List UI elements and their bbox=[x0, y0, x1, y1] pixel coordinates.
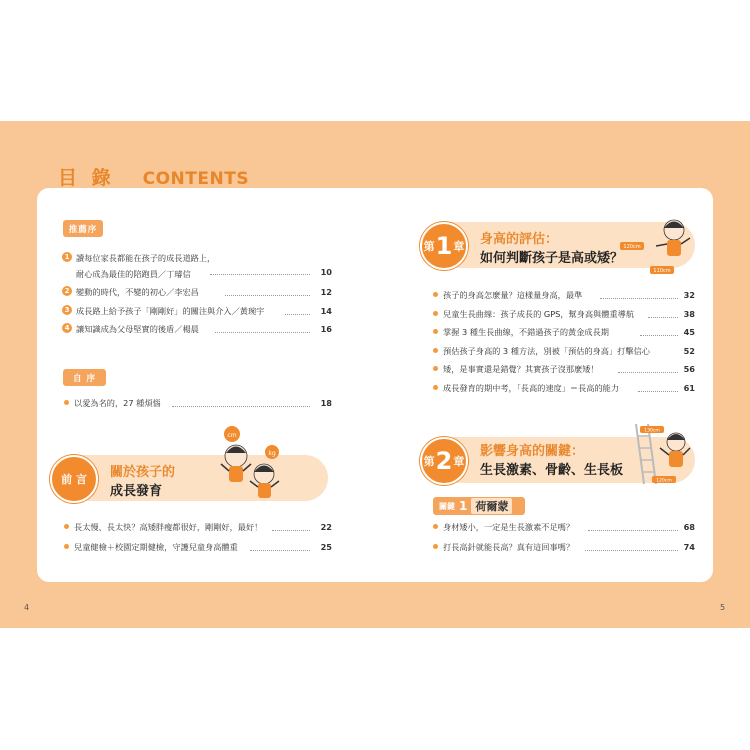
leader-dots bbox=[618, 372, 678, 373]
leader-dots bbox=[640, 335, 678, 336]
intro-item[interactable] bbox=[64, 542, 238, 553]
measuring-kid-illustration bbox=[218, 426, 333, 510]
entry-text: 成長路上給予孩子「剛剛好」的關注與介入／黃琬宇 bbox=[76, 306, 265, 316]
chapter1-title-line1: 身高的評估： bbox=[480, 232, 559, 247]
page-number: 10 bbox=[320, 267, 332, 277]
entry-text: 掌握 3 種生長曲線，不錯過孩子的黃金成長期 bbox=[443, 327, 609, 337]
bubble-kg: kg bbox=[268, 450, 276, 457]
page-number: 68 bbox=[683, 522, 695, 532]
page-number: 74 bbox=[683, 542, 695, 552]
chapter1-item[interactable] bbox=[433, 346, 650, 357]
recommend-label: 推薦序 bbox=[63, 220, 103, 237]
chapter1-badge bbox=[420, 222, 468, 270]
entry-text: 變動的時代，不變的初心／李宏昌 bbox=[76, 287, 199, 297]
page-number: 12 bbox=[320, 287, 332, 297]
bullet-icon bbox=[64, 544, 69, 549]
number-badge: 1 bbox=[62, 252, 72, 262]
leader-dots bbox=[600, 298, 678, 299]
mark-120b: 120cm bbox=[656, 478, 672, 484]
chapter1-item[interactable] bbox=[433, 383, 619, 394]
bullet-icon bbox=[433, 385, 438, 390]
mark-120: 120cm bbox=[623, 244, 641, 250]
chapter1-title-line2: 如何判斷孩子是高或矮？ bbox=[480, 251, 624, 266]
chapter1-item[interactable] bbox=[433, 364, 599, 375]
mark-130: 130cm bbox=[644, 428, 660, 434]
preface-item[interactable] bbox=[64, 398, 161, 409]
chapter-pre: 第 bbox=[423, 455, 435, 468]
entry-text: 以愛為名的，27 種煩惱 bbox=[74, 398, 161, 408]
page-number: 16 bbox=[320, 324, 332, 334]
key-label: 關鍵 bbox=[439, 501, 455, 511]
entry-text: 兒童生長曲線：孩子成長的 GPS，幫身高與體重導航 bbox=[443, 309, 635, 319]
intro-label: 前 言 bbox=[61, 473, 87, 486]
intro-title-line1: 關於孩子的 bbox=[110, 465, 176, 480]
bullet-icon bbox=[433, 366, 438, 371]
folio-right: 5 bbox=[720, 603, 726, 612]
page-number: 32 bbox=[683, 290, 695, 300]
page-number: 38 bbox=[683, 309, 695, 319]
heading-english: CONTENTS bbox=[142, 169, 250, 189]
leader-dots bbox=[250, 550, 310, 551]
number-badge: 4 bbox=[62, 323, 72, 333]
chapter2-item[interactable] bbox=[433, 522, 574, 533]
page-number: 18 bbox=[320, 398, 332, 408]
leader-dots bbox=[585, 550, 678, 551]
chapter-number: 1 bbox=[435, 232, 453, 260]
height-kid-illustration bbox=[620, 216, 698, 282]
bullet-icon bbox=[433, 292, 438, 297]
page-number: 56 bbox=[683, 364, 695, 374]
heading-chinese: 目 錄 bbox=[58, 167, 115, 189]
chapter2-badge bbox=[420, 437, 468, 485]
leader-dots bbox=[588, 530, 678, 531]
chapter-post: 章 bbox=[453, 240, 465, 253]
leader-dots bbox=[215, 332, 310, 333]
key-label-box bbox=[433, 497, 525, 515]
entry-text: 身材矮小，一定是生長激素不足嗎？ bbox=[443, 522, 575, 532]
chapter1-item[interactable] bbox=[433, 309, 634, 320]
entry-text: 讀每位家長都能在孩子的成長道路上， bbox=[76, 253, 216, 263]
chapter-number: 2 bbox=[435, 447, 453, 475]
entry-text: 預估孩子身高的 3 種方法，別被「預估的身高」打擊信心 bbox=[443, 346, 650, 356]
mark-110: 110cm bbox=[653, 268, 671, 274]
key-title: 荷爾蒙 bbox=[471, 498, 512, 514]
page-number: 45 bbox=[683, 327, 695, 337]
chapter2-title-line1: 影響身高的關鍵： bbox=[480, 444, 585, 459]
leader-dots bbox=[648, 317, 678, 318]
bullet-icon bbox=[433, 524, 438, 529]
bullet-icon bbox=[64, 524, 69, 529]
page-number: 61 bbox=[683, 383, 695, 393]
chapter-post: 章 bbox=[453, 455, 465, 468]
entry-text: 矮，是事實還是錯覺？其實孩子沒那麼矮！ bbox=[443, 364, 599, 374]
number-badge: 3 bbox=[62, 305, 72, 315]
recommend-item[interactable] bbox=[62, 306, 264, 317]
intro-item[interactable] bbox=[64, 522, 262, 533]
entry-text: 讓知識成為父母堅實的後盾／楊晨 bbox=[76, 324, 199, 334]
number-badge: 2 bbox=[62, 286, 72, 296]
folio-left: 4 bbox=[24, 603, 30, 612]
chapter1-item[interactable] bbox=[433, 327, 609, 338]
leader-dots bbox=[225, 295, 310, 296]
entry-text: 兒童健檢＋校園定期健檢，守護兒童身高體重 bbox=[74, 542, 238, 552]
page-number: 52 bbox=[683, 346, 695, 356]
leader-dots bbox=[172, 406, 310, 407]
page-number: 14 bbox=[320, 306, 332, 316]
intro-title-line2: 成長發育 bbox=[110, 484, 163, 499]
bullet-icon bbox=[433, 348, 438, 353]
bullet-icon bbox=[64, 400, 69, 405]
bullet-icon bbox=[433, 544, 438, 549]
entry-text: 長太慢、長太快？高矮胖瘦都很好，剛剛好，最好！ bbox=[74, 522, 263, 532]
entry-text: 孩子的身高怎麼量？這樣量身高，最準 bbox=[443, 290, 583, 300]
recommend-item[interactable] bbox=[62, 287, 199, 298]
bullet-icon bbox=[433, 311, 438, 316]
chapter2-item[interactable] bbox=[433, 542, 574, 553]
bubble-cm: cm bbox=[227, 432, 237, 439]
intro-badge bbox=[50, 455, 98, 503]
page-number: 25 bbox=[320, 542, 332, 552]
leader-dots bbox=[210, 274, 310, 275]
bullet-icon bbox=[433, 329, 438, 334]
recommend-item[interactable] bbox=[62, 253, 215, 280]
ladder-kid-illustration bbox=[628, 418, 696, 492]
entry-text: 打長高針就能長高？真有這回事嗎？ bbox=[443, 542, 575, 552]
chapter1-item[interactable] bbox=[433, 290, 582, 301]
chapter-pre: 第 bbox=[423, 240, 435, 253]
preface-label: 自 序 bbox=[63, 369, 106, 386]
entry-text: 成長發育的期中考，「長高的速度」＝長高的能力 bbox=[443, 383, 620, 393]
page-number: 22 bbox=[320, 522, 332, 532]
leader-dots bbox=[285, 314, 310, 315]
leader-dots bbox=[638, 391, 678, 392]
entry-text: 耐心成為最佳的陪跑員／丁璿信 bbox=[76, 269, 191, 279]
leader-dots bbox=[272, 530, 310, 531]
key-number: 1 bbox=[459, 499, 468, 513]
recommend-item[interactable] bbox=[62, 324, 199, 335]
chapter2-title-line2: 生長激素、骨齡、生長板 bbox=[480, 463, 624, 478]
contents-heading bbox=[58, 163, 249, 190]
